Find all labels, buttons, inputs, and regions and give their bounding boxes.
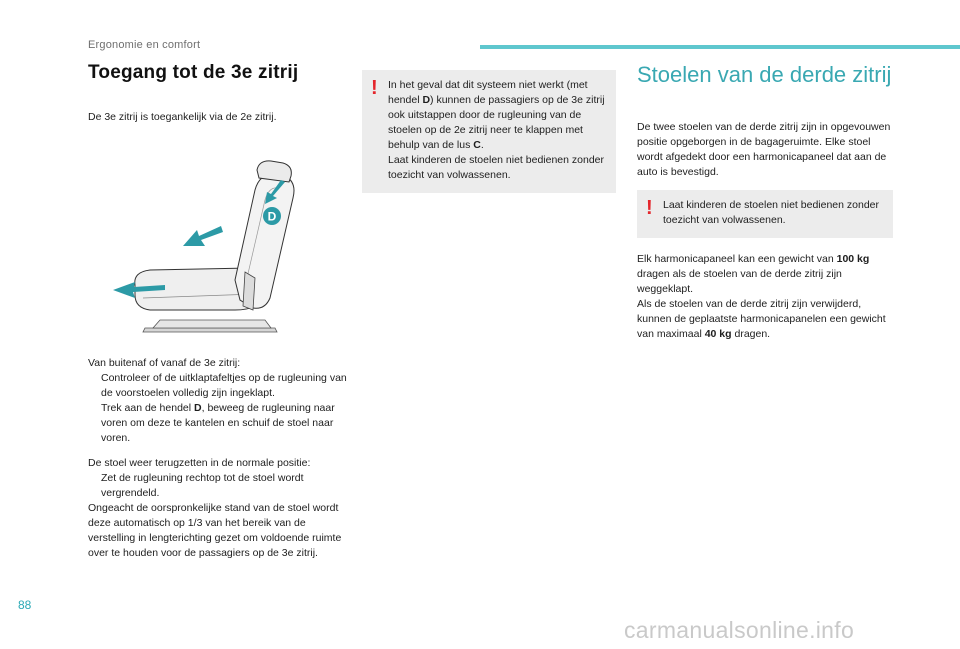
- automatic-position-note: Ongeacht de oorspronkelijke stand van de stoel wordt deze automatisch op 1/3 van het bereik van de verstelling in lengterichting gezet om voldoende ruimte over te houden voor de passagiers op de 3e zitrij.: [88, 502, 342, 559]
- page-number: 88: [18, 598, 32, 612]
- panel-load-suffix: dragen als de stoelen van de derde zitrij zijn weggeklapt.: [637, 268, 842, 295]
- restore-step: [88, 471, 350, 501]
- watermark: carmanualsonline.info: [624, 617, 855, 643]
- step-2-suffix: , beweeg de rugleuning naar voren om deze te kantelen en schuif de stoel naar voren.: [101, 402, 335, 444]
- bullet-mark: [88, 371, 101, 401]
- warning-bold-c: C: [473, 139, 481, 151]
- seat-illustration: [105, 160, 315, 340]
- warning-icon: !: [371, 77, 378, 99]
- restore-step-text: Zet de rugleuning rechtop tot de stoel wordt vergrendeld.: [101, 472, 304, 499]
- third-row-description: De twee stoelen van de derde zitrij zijn in opgevouwen positie opgeborgen in de bagageruimte. Elke stoel wordt afgedekt door een harmonicapaneel dat aan de auto is bevestigd.: [637, 121, 891, 178]
- warning-mid: ) kunnen de passagiers op de 3e zitrij ook uitstappen door de rugleuning van de stoelen op de 2e zitrij neer te klappen met behulp van de lus: [388, 94, 605, 151]
- warning-end: .: [480, 139, 484, 151]
- step-1-text: Controleer of de uitklaptafeltjes op de rugleuning van de voorstoelen volledig zijn ingeklapt.: [101, 372, 347, 399]
- right-column: [637, 62, 893, 342]
- panel-load-prefix: Elk harmonicapaneel kan een gewicht van: [637, 253, 837, 265]
- header-rule: [480, 45, 960, 49]
- warning-prefix: In het geval dat dit systeem niet werkt (met hendel: [388, 79, 588, 106]
- section-header: Ergonomie en comfort: [88, 39, 201, 51]
- step-1: [88, 371, 350, 401]
- panel-removed-suffix: dragen.: [731, 328, 771, 340]
- panel-removed-text: [637, 297, 893, 342]
- section-title-access: Toegang tot de 3e zitrij: [88, 62, 299, 83]
- panel-load-text: [637, 252, 893, 297]
- warning-children-text: Laat kinderen de stoelen niet bedienen zonder toezicht van volwassenen.: [663, 199, 879, 226]
- panel-removed-bold: 40 kg: [704, 328, 732, 340]
- warning-icon: !: [646, 197, 653, 219]
- lever-d-label: D: [267, 209, 277, 224]
- step-2: [88, 401, 350, 446]
- warning-box-children: [637, 190, 893, 238]
- left-instructions: [88, 356, 350, 561]
- step-2-prefix: Trek aan de hendel: [101, 402, 195, 414]
- warning-bold-d: D: [422, 94, 431, 106]
- panel-removed-prefix: Als de stoelen van de derde zitrij zijn verwijderd, kunnen de geplaatste harmonicapanelen een gewicht van maximaal: [637, 298, 886, 340]
- warning-children: Laat kinderen de stoelen niet bedienen zonder toezicht van volwassenen.: [388, 154, 604, 181]
- section-title-third-row: Stoelen van de derde zitrij: [637, 62, 892, 87]
- bullet-mark: [88, 471, 101, 501]
- step-2-bold: D: [194, 402, 202, 414]
- bullet-mark: [88, 401, 101, 446]
- restore-intro: De stoel weer terugzetten in de normale positie:: [88, 457, 311, 469]
- from-outside-text: Van buitenaf of vanaf de 3e zitrij:: [88, 357, 241, 369]
- intro-text: De 3e zitrij is toegankelijk via de 2e zitrij.: [88, 111, 277, 123]
- left-column: [88, 62, 350, 125]
- middle-column: [362, 70, 616, 193]
- panel-load-bold: 100 kg: [836, 253, 870, 265]
- warning-box-access: [362, 70, 616, 193]
